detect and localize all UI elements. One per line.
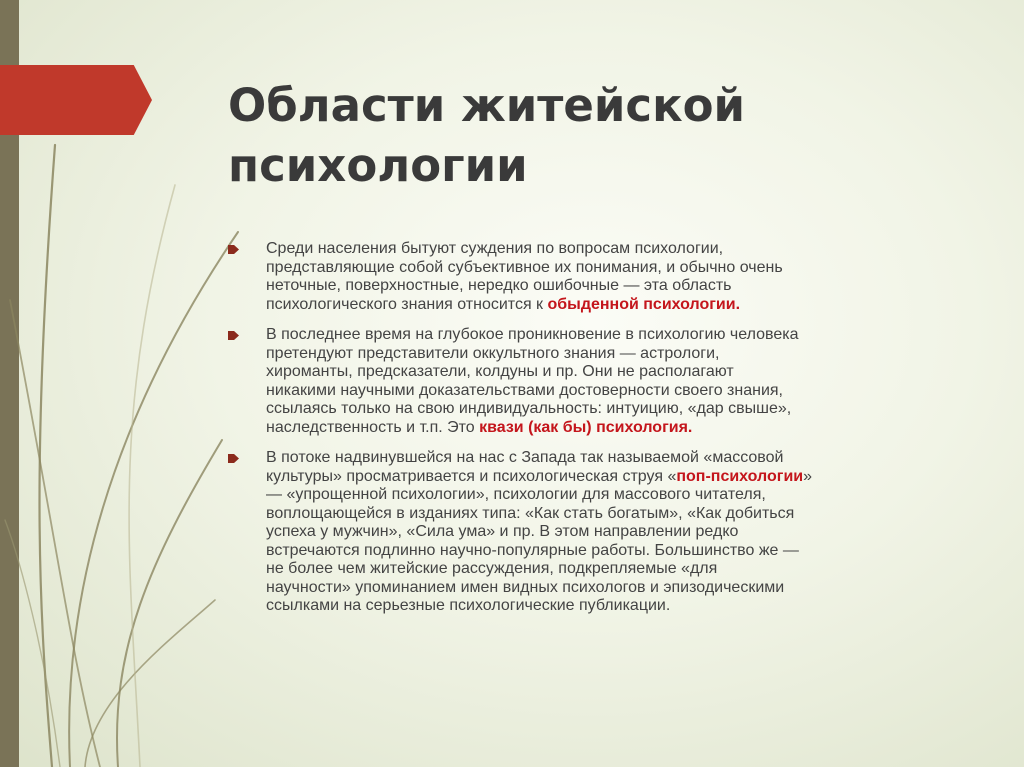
arrow-bullet-icon: [228, 245, 239, 254]
bullet-line: Среди населения бытуют суждения по вопросам психологии,: [266, 240, 724, 257]
bullet-line: успеха у мужчин», «Сила ума» и пр. В этом направлении редко: [266, 523, 739, 540]
highlight-term: обыденной психологии.: [547, 295, 741, 313]
highlight-term: поп-психологии: [676, 467, 804, 485]
bullet-line: представляющие собой субъективное их понимания, и обычно очень: [266, 258, 783, 276]
bullet-line: встречаются подлинно научно-популярные работы. Большинство же —: [266, 541, 799, 559]
bullet-line: неточные, поверхностные, нередко ошибочные — эта область: [266, 277, 732, 294]
slide-title-line-2: психологии: [228, 139, 528, 192]
bullet-list: [228, 240, 968, 628]
highlight-term: квази (как бы) психология.: [479, 418, 693, 436]
bullet-line: — «упрощенной психологии», психологии для массового читателя,: [266, 486, 766, 503]
bullet-line: не более чем житейские рассуждения, подкрепляемые «для: [266, 560, 718, 577]
title-arrow-flag: [0, 65, 152, 135]
slide-title: [228, 76, 988, 196]
bullet-line: воплощающейся в изданиях типа: «Как стать богатым», «Как добиться: [266, 504, 795, 522]
slide-title-line-1: Области житейской: [228, 79, 746, 132]
bullet-line: хироманты, предсказатели, колдуны и пр. Они не располагают: [266, 363, 734, 380]
bullet-line: никакими научными доказательствами достоверности своего знания,: [266, 381, 783, 399]
bullet-line: культуры» просматривается и психологическая струя «поп-психологии»: [266, 467, 813, 485]
bullet-line: претендуют представители оккультного знания — астрологи,: [266, 344, 720, 362]
arrow-bullet-icon: [228, 331, 239, 340]
arrow-bullet-icon: [228, 454, 239, 463]
bullet-item: [228, 240, 968, 314]
bullet-line: В потоке надвинувшейся на нас с Запада так называемой «массовой: [266, 449, 784, 466]
bullet-line: психологического знания относится к обыденной психологии.: [266, 295, 741, 313]
bullet-line: В последнее время на глубокое проникновение в психологию человека: [266, 326, 799, 343]
bullet-line: наследственность и т.п. Это квази (как бы) психология.: [266, 418, 693, 436]
bullet-line: ссылками на серьезные психологические публикации.: [266, 597, 671, 614]
bullet-line: ссылаясь только на свою индивидуальность: интуицию, «дар свыше»,: [266, 400, 792, 417]
bullet-item: [228, 449, 968, 616]
bullet-line: научности» упоминанием имен видных психологов и эпизодическими: [266, 578, 785, 596]
bullet-item: [228, 326, 968, 437]
